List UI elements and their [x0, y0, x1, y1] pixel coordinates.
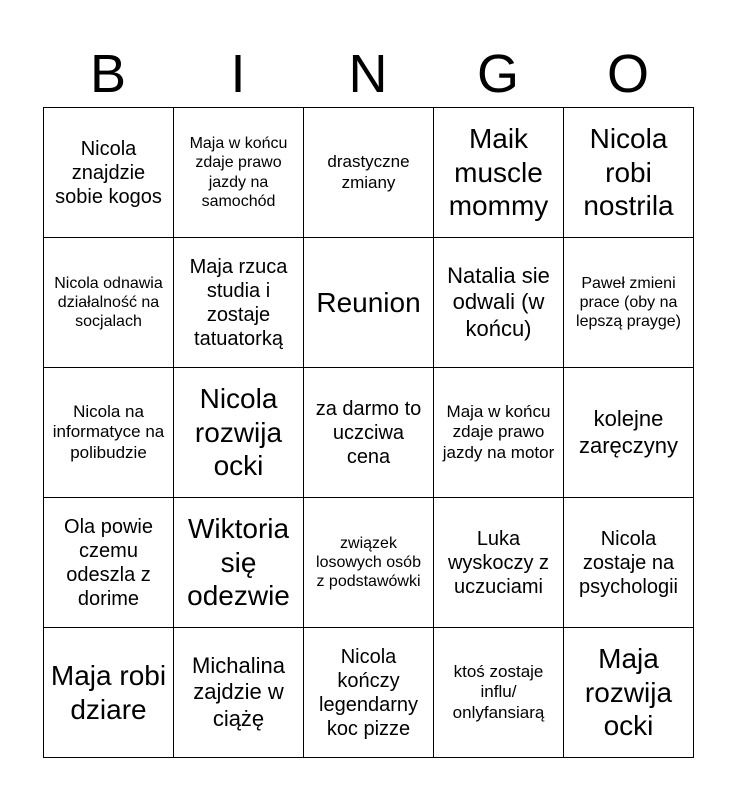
bingo-cell: Nicola znajdzie sobie kogos [44, 108, 174, 238]
bingo-cell: Maja w końcu zdaje prawo jazdy na motor [434, 368, 564, 498]
bingo-cell: Nicola kończy legendarny koc pizze [304, 628, 434, 758]
grid-row [44, 238, 694, 368]
bingo-cell: Nicola na informatyce na polibudzie [44, 368, 174, 498]
bingo-cell: Nicola rozwija ocki [174, 368, 304, 498]
bingo-cell: związek losowych osób z podstawówki [304, 498, 434, 628]
bingo-cell: Reunion [304, 238, 434, 368]
bingo-cell: Maik muscle mommy [434, 108, 564, 238]
bingo-cell: Maja rzuca studia i zostaje tatuatorką [174, 238, 304, 368]
bingo-cell: Ola powie czemu odeszla z dorime [44, 498, 174, 628]
bingo-grid [43, 107, 694, 758]
bingo-cell: Maja w końcu zdaje prawo jazdy na samochód [174, 108, 304, 238]
header-letter-n: N [348, 44, 388, 104]
grid-row [44, 368, 694, 498]
bingo-cell: Nicola zostaje na psychologii [564, 498, 694, 628]
bingo-header [43, 40, 693, 108]
grid-row [44, 628, 694, 758]
bingo-cell: Nicola robi nostrila [564, 108, 694, 238]
grid-row [44, 498, 694, 628]
bingo-cell: ktoś zostaje influ/ onlyfansiarą [434, 628, 564, 758]
bingo-cell: Natalia sie odwali (w końcu) [434, 238, 564, 368]
bingo-cell: drastyczne zmiany [304, 108, 434, 238]
bingo-cell: Maja rozwija ocki [564, 628, 694, 758]
bingo-cell: Michalina zajdzie w ciążę [174, 628, 304, 758]
bingo-cell: za darmo to uczciwa cena [304, 368, 434, 498]
header-letter-b: B [89, 44, 127, 104]
bingo-cell: Maja robi dziare [44, 628, 174, 758]
bingo-cell: Wiktoria się odezwie [174, 498, 304, 628]
header-letter-i: I [230, 44, 246, 104]
bingo-cell: kolejne zaręczyny [564, 368, 694, 498]
bingo-cell: Paweł zmieni prace (oby na lepszą prayge) [564, 238, 694, 368]
bingo-cell: Luka wyskoczy z uczuciami [434, 498, 564, 628]
header-letter-g: G [476, 44, 519, 104]
grid-row [44, 108, 694, 238]
bingo-cell: Nicola odnawia działalność na socjalach [44, 238, 174, 368]
header-letter-o: O [606, 44, 649, 104]
